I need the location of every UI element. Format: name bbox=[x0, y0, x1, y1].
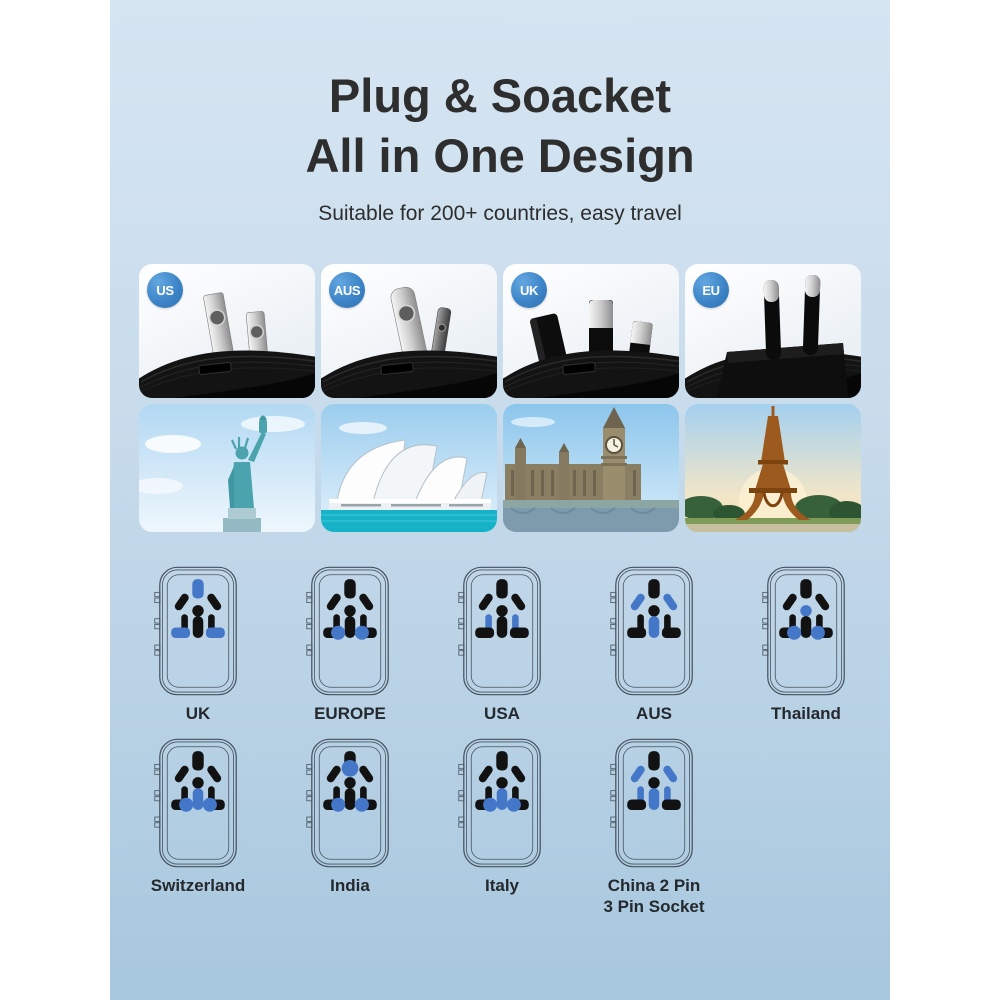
plug-column bbox=[139, 264, 315, 532]
socket-label bbox=[151, 875, 245, 896]
page-title bbox=[110, 66, 890, 186]
socket-label-line: Switzerland bbox=[150, 876, 246, 895]
landmark-photo-card bbox=[685, 404, 861, 532]
eiffel-tower-photo bbox=[685, 404, 861, 532]
socket-label-line: Thailand bbox=[771, 704, 841, 723]
socket-compat-row-2 bbox=[122, 738, 882, 917]
socket-figure bbox=[122, 566, 274, 724]
socket-figure bbox=[578, 566, 730, 724]
universal-socket-diagram bbox=[610, 738, 698, 868]
socket-label-line: India bbox=[330, 876, 370, 895]
socket-label-line: USA bbox=[484, 704, 520, 723]
sydney-opera-house-photo bbox=[321, 404, 497, 532]
universal-socket-diagram bbox=[762, 566, 850, 696]
title-line1: Plug & Soacket bbox=[328, 69, 672, 122]
plug-photo-card bbox=[503, 264, 679, 398]
socket-figure bbox=[730, 566, 882, 724]
socket-label bbox=[330, 875, 370, 896]
landmark-photo-card bbox=[321, 404, 497, 532]
socket-label-line: AUS bbox=[636, 704, 672, 723]
page-subtitle: Suitable for 200+ countries, easy travel bbox=[318, 202, 682, 225]
socket-label-line: 3 Pin Socket bbox=[603, 897, 705, 916]
header bbox=[110, 0, 890, 226]
socket-label-line: EUROPE bbox=[314, 704, 386, 723]
universal-socket-diagram bbox=[306, 566, 394, 696]
socket-compat-row-1 bbox=[122, 566, 882, 724]
socket-figure bbox=[274, 738, 426, 917]
plug-photo-card bbox=[685, 264, 861, 398]
landmark-photo-card bbox=[503, 404, 679, 532]
socket-label bbox=[636, 703, 672, 724]
socket-label bbox=[186, 703, 211, 724]
socket-label bbox=[314, 703, 386, 724]
universal-socket-diagram bbox=[458, 566, 546, 696]
socket-figure bbox=[274, 566, 426, 724]
socket-figure bbox=[578, 738, 730, 917]
universal-socket-diagram bbox=[306, 738, 394, 868]
universal-socket-diagram bbox=[154, 566, 242, 696]
plug-types-grid bbox=[139, 264, 861, 532]
socket-label bbox=[485, 875, 519, 896]
socket-figure bbox=[122, 738, 274, 917]
socket-label bbox=[771, 703, 841, 724]
socket-label-line: UK bbox=[185, 704, 211, 723]
plug-region-badge: AUS bbox=[329, 272, 365, 308]
plug-photo-card bbox=[321, 264, 497, 398]
plug-photo-card bbox=[139, 264, 315, 398]
socket-label-line: Italy bbox=[484, 876, 520, 895]
plug-region-badge: EU bbox=[693, 272, 729, 308]
socket-label bbox=[484, 703, 520, 724]
plug-column bbox=[503, 264, 679, 532]
socket-label bbox=[603, 875, 704, 917]
big-ben-photo bbox=[503, 404, 679, 532]
landmark-photo-card bbox=[139, 404, 315, 532]
socket-label-line: China 2 Pin bbox=[607, 876, 701, 895]
page-canvas bbox=[110, 0, 890, 1000]
plug-column bbox=[321, 264, 497, 532]
plug-region-badge: US bbox=[147, 272, 183, 308]
socket-figure bbox=[426, 738, 578, 917]
title-line2: All in One Design bbox=[305, 129, 695, 182]
statue-of-liberty-photo bbox=[139, 404, 315, 532]
plug-region-badge: UK bbox=[511, 272, 547, 308]
universal-socket-diagram bbox=[458, 738, 546, 868]
plug-column bbox=[685, 264, 861, 532]
socket-figure bbox=[426, 566, 578, 724]
universal-socket-diagram bbox=[154, 738, 242, 868]
universal-socket-diagram bbox=[610, 566, 698, 696]
